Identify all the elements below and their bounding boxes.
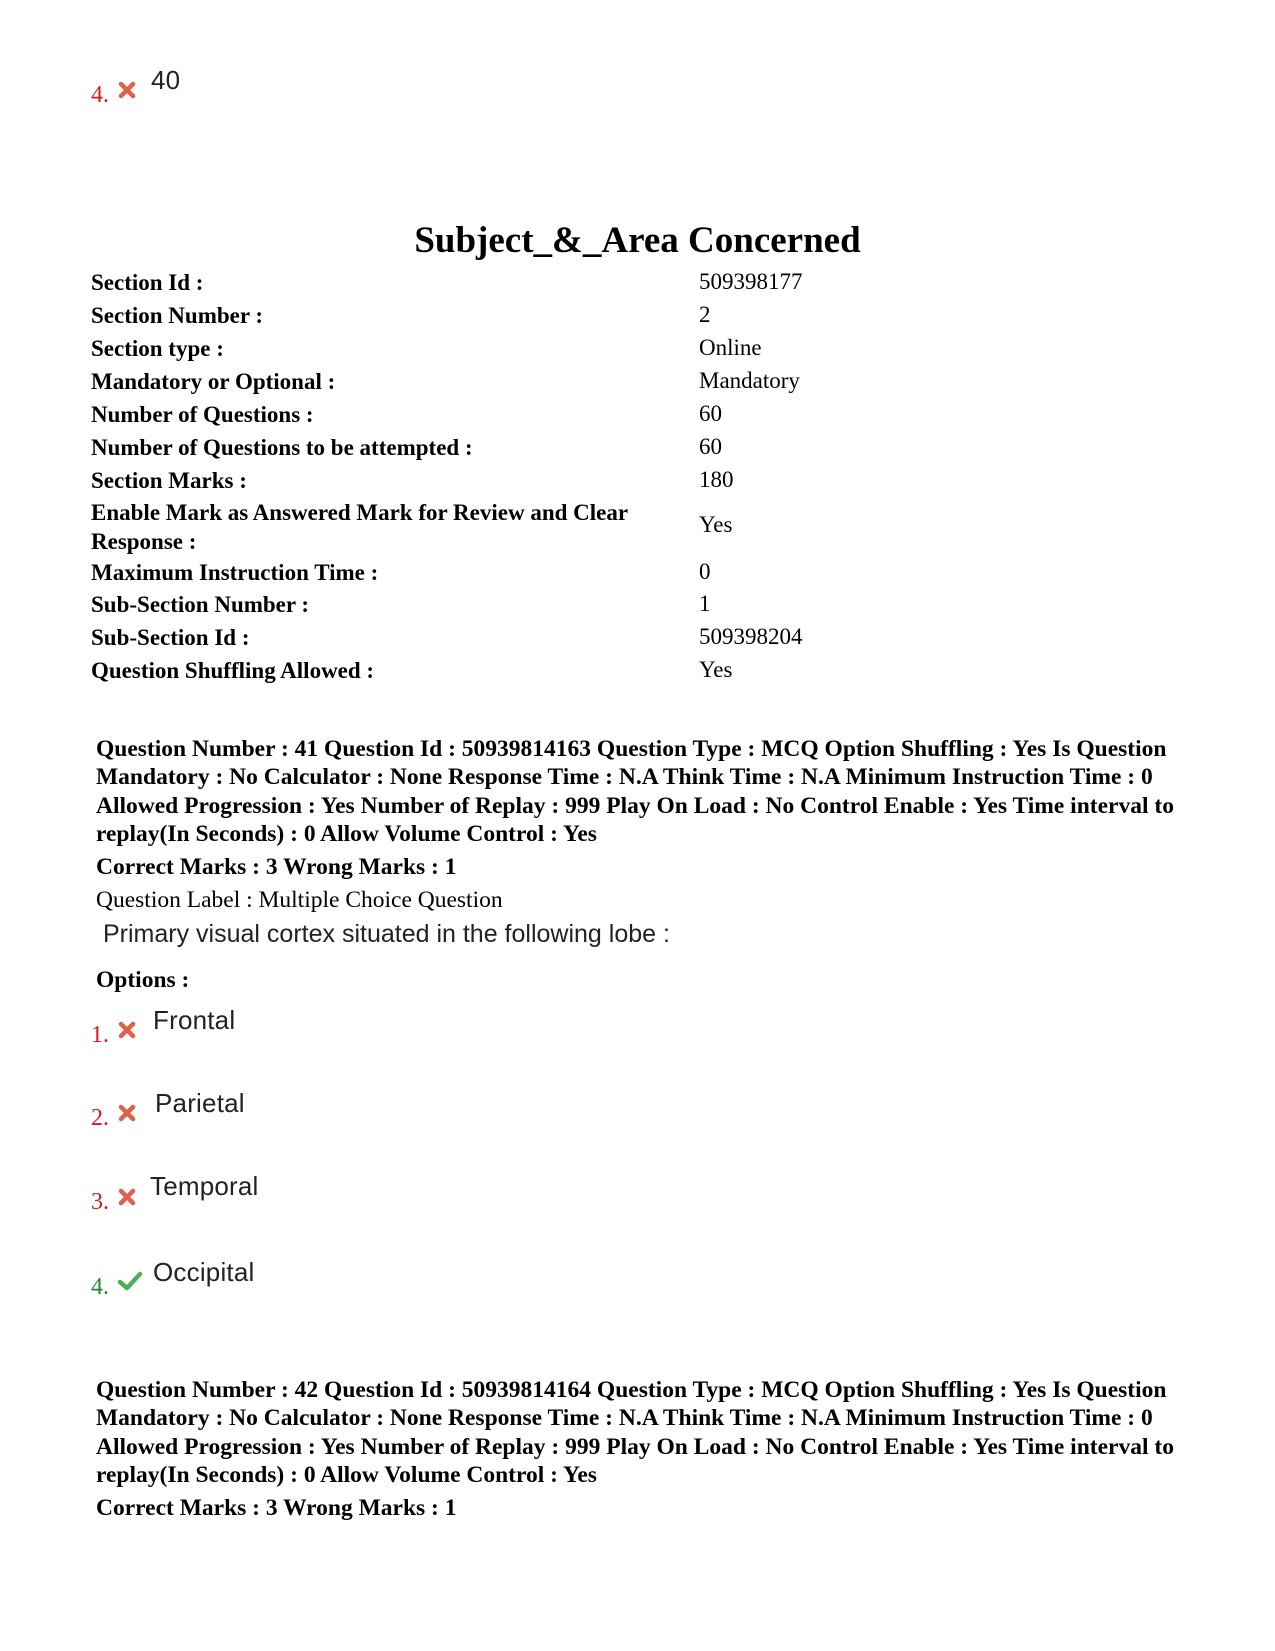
row-label: Mandatory or Optional : [91, 369, 336, 394]
option-number: 3. [91, 1189, 109, 1215]
option-number: 1. [91, 1022, 109, 1048]
options-heading: Options : [96, 967, 190, 993]
row-label: Sub-Section Number : [91, 592, 310, 617]
section-title: Subject_&_Area Concerned [414, 220, 861, 261]
question-41-marks: Correct Marks : 3 Wrong Marks : 1 [96, 854, 457, 880]
option-text: 40 [151, 65, 181, 95]
row-label: Sub-Section Id : [91, 625, 250, 650]
row-label: Section Number : [91, 303, 264, 328]
question-41-label: Question Label : Multiple Choice Question [96, 887, 503, 913]
option-text: Temporal [150, 1171, 259, 1201]
row-label: Section Id : [91, 270, 204, 295]
cross-icon [117, 1020, 137, 1040]
row-value: 509398177 [699, 269, 803, 294]
option-number: 2. [91, 1105, 109, 1131]
option-text: Frontal [153, 1005, 236, 1035]
option-text: Parietal [155, 1088, 245, 1118]
cross-icon [117, 1187, 137, 1207]
row-label: Maximum Instruction Time : [91, 560, 379, 585]
row-label: Section type : [91, 336, 224, 361]
row-value: Yes [699, 657, 733, 682]
row-value: 1 [699, 591, 711, 616]
cross-icon [117, 1103, 137, 1123]
row-value: Online [699, 335, 762, 360]
question-41-info: Question Number : 41 Question Id : 50939814163 Question Type : MCQ Option Shuffling : Yes Is Question Mandatory : No Calculator : None Response Time : N.A Think Time : N.A Minimum Instruction Time : 0 Allowed Progression : Yes Number of Replay : 999 Play On Load : No Control Enable : Yes Time interval to replay(In Seconds) : 0 Allow Volume Control : Yes [96, 736, 1174, 847]
row-value: Mandatory [699, 368, 800, 393]
row-value: 0 [699, 559, 711, 584]
row-value: 2 [699, 302, 711, 327]
checkmark-icon [117, 1270, 143, 1292]
row-label: Section Marks : [91, 468, 247, 493]
question-41-text: Primary visual cortex situated in the following lobe : [103, 920, 670, 948]
option-number: 4. [91, 1274, 109, 1300]
question-42-info: Question Number : 42 Question Id : 50939814164 Question Type : MCQ Option Shuffling : Yes Is Question Mandatory : No Calculator : None Response Time : N.A Think Time : N.A Minimum Instruction Time : 0 Allowed Progression : Yes Number of Replay : 999 Play On Load : No Control Enable : Yes Time interval to replay(In Seconds) : 0 Allow Volume Control : Yes [96, 1377, 1174, 1488]
option-number: 4. [91, 82, 109, 108]
row-label: Question Shuffling Allowed : [91, 658, 375, 683]
cross-icon [117, 80, 137, 100]
row-label: Number of Questions to be attempted : [91, 435, 473, 460]
row-value: Yes [699, 512, 733, 537]
question-42-marks: Correct Marks : 3 Wrong Marks : 1 [96, 1495, 457, 1521]
row-value: 509398204 [699, 624, 803, 649]
row-value: 60 [699, 434, 722, 459]
row-label: Number of Questions : [91, 402, 314, 427]
row-label: Enable Mark as Answered Mark for Review and Clear Response : [91, 500, 628, 554]
option-text: Occipital [153, 1257, 255, 1287]
row-value: 180 [699, 467, 734, 492]
row-value: 60 [699, 401, 722, 426]
